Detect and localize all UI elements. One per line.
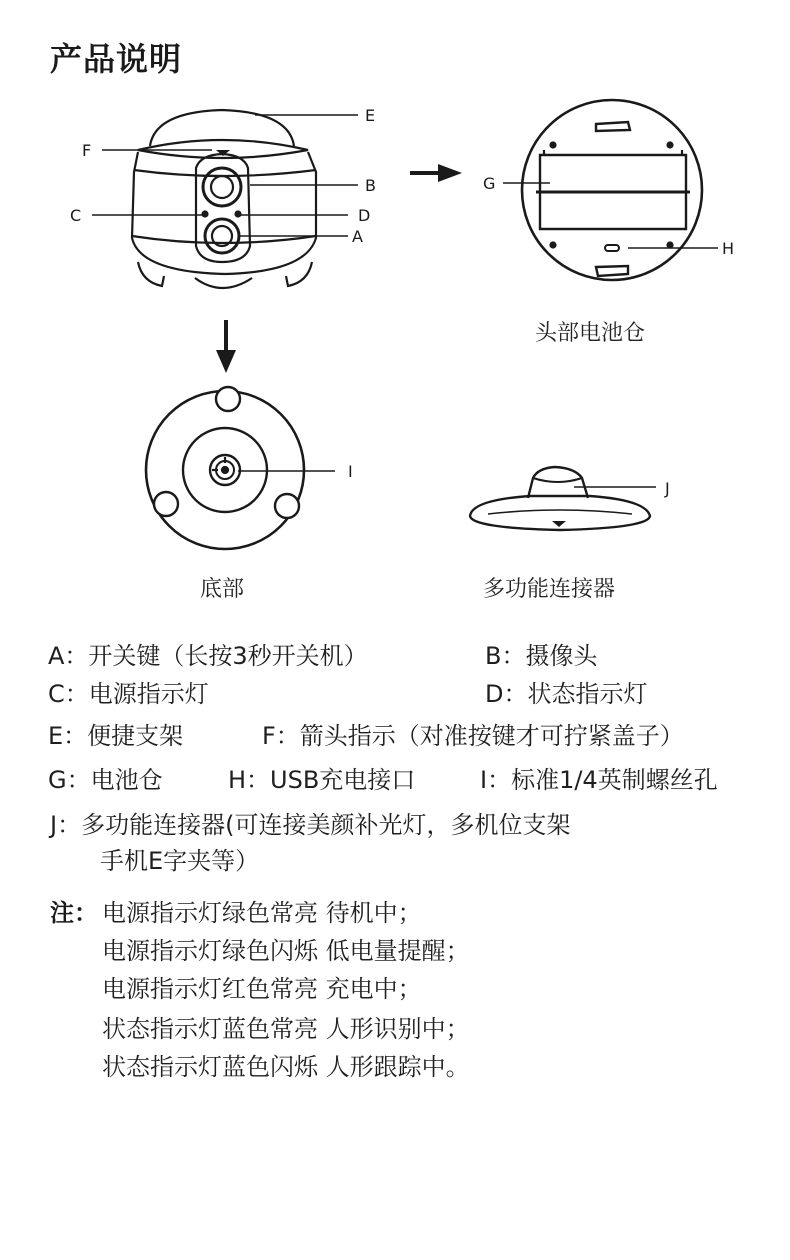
- note-line: 电源指示灯绿色常亮 待机中；: [102, 899, 422, 927]
- label-g: G: [483, 174, 496, 193]
- note-line: 状态指示灯蓝色闪烁 人形跟踪中。: [102, 1053, 470, 1081]
- bottom-view-diagram: [146, 387, 304, 549]
- legend-j-line2: 手机E字夹等）: [100, 847, 260, 875]
- battery-compartment-diagram: [522, 100, 702, 280]
- legend-d: D：状态指示灯: [485, 680, 648, 708]
- label-j: J: [665, 479, 670, 498]
- legend-g: G：电池仓: [48, 766, 163, 794]
- label-h: H: [722, 239, 735, 258]
- legend-b: B：摄像头: [485, 642, 598, 670]
- product-diagrams: [0, 0, 790, 620]
- connector-diagram: [470, 467, 650, 530]
- note-line: 电源指示灯红色常亮 充电中；: [102, 975, 422, 1003]
- arrow-right-icon: [410, 164, 462, 182]
- legend-i: I：标准1/4英制螺丝孔: [480, 766, 718, 794]
- note-line: 电源指示灯绿色闪烁 低电量提醒；: [102, 937, 470, 965]
- label-a: A: [352, 227, 363, 246]
- note-line: 状态指示灯蓝色常亮 人形识别中；: [102, 1015, 470, 1043]
- legend-h: H：USB充电接口: [228, 766, 416, 794]
- legend-c: C：电源指示灯: [48, 680, 209, 708]
- page-title: 产品说明: [50, 40, 183, 78]
- legend-e: E：便捷支架: [48, 722, 184, 750]
- label-e: E: [365, 106, 376, 125]
- label-d: D: [358, 206, 371, 225]
- label-c: C: [70, 206, 82, 225]
- caption-connector: 多功能连接器: [483, 577, 616, 602]
- label-i: I: [348, 462, 353, 481]
- label-b: B: [365, 176, 376, 195]
- legend-f: F：箭头指示（对准按键才可拧紧盖子）: [262, 722, 684, 750]
- caption-bottom: 底部: [200, 577, 245, 602]
- legend-a: A：开关键（长按3秒开关机）: [48, 642, 368, 670]
- caption-battery-compartment: 头部电池仓: [535, 321, 646, 346]
- notes-label: 注：: [50, 899, 98, 927]
- legend-j-line1: J：多功能连接器(可连接美颜补光灯，多机位支架: [50, 811, 571, 839]
- label-f: F: [82, 141, 92, 160]
- device-front-diagram: [132, 110, 316, 288]
- arrow-down-icon: [216, 320, 236, 373]
